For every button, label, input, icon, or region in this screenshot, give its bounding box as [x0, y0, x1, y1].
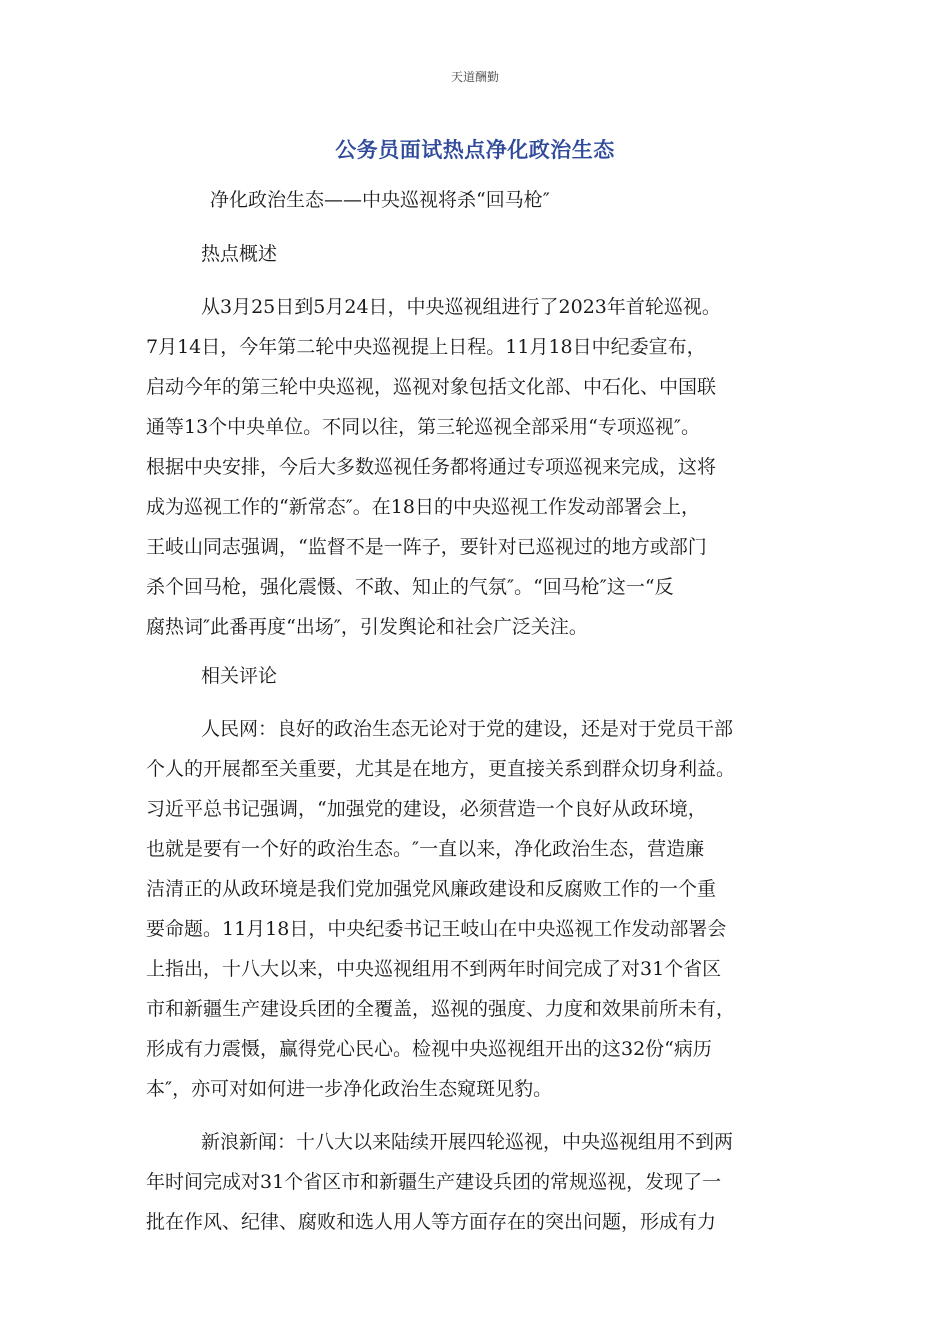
- paragraph-line: 也就是要有一个好的政治生态。″一直以来，净化政治生态，营造廉: [146, 838, 705, 860]
- overview-paragraph: [146, 287, 810, 647]
- paragraph-line: 个人的开展都至关重要，尤其是在地方，更直接关系到群众切身利益。: [146, 758, 736, 780]
- paragraph-line: 王岐山同志强调，“监督不是一阵子，要针对已巡视过的地方或部门: [146, 536, 707, 558]
- paragraph-line: 杀个回马枪，强化震慑、不敢、知止的气氛″。“回马枪″这一“反: [146, 576, 674, 598]
- paragraph-line: 批在作风、纪律、腐败和选人用人等方面存在的突出问题，形成有力: [146, 1211, 717, 1233]
- paragraph-line: 通等13个中央单位。不同以往，第三轮巡视全部采用“专项巡视″。: [146, 416, 700, 438]
- section-heading-overview: 热点概述: [201, 243, 278, 265]
- paragraph-line: 洁清正的从政环境是我们党加强党风廉政建设和反腐败工作的一个重: [146, 878, 717, 900]
- paragraph-line: 腐热词″此番再度“出场″，引发舆论和社会广泛关注。: [146, 616, 588, 638]
- paragraph-line: 习近平总书记强调，“加强党的建设，必须营造一个良好从政环境，: [146, 798, 707, 820]
- document-title: 公务员面试热点净化政治生态: [335, 138, 615, 162]
- paragraph-line: 上指出，十八大以来，中央巡视组用不到两年时间完成了对31个省区: [146, 958, 722, 980]
- comment-paragraph-sina: [146, 1122, 810, 1242]
- paragraph-line: 从3月25日到5月24日，中央巡视组进行了2023年首轮巡视。: [201, 296, 721, 318]
- paragraph-line: 本″，亦可对如何进一步净化政治生态窥斑见豹。: [146, 1078, 553, 1100]
- page-header: 天道酬勤: [450, 70, 499, 84]
- paragraph-line: 市和新疆生产建设兵团的全覆盖，巡视的强度、力度和效果前所未有，: [146, 998, 736, 1020]
- paragraph-line: 启动今年的第三轮中央巡视，巡视对象包括文化部、中石化、中国联: [146, 376, 717, 398]
- paragraph-line: 新浪新闻：十八大以来陆续开展四轮巡视，中央巡视组用不到两: [201, 1131, 734, 1153]
- paragraph-line: 7月14日，今年第二轮中央巡视提上日程。11月18日中纪委宣布，: [146, 336, 706, 358]
- section-heading-comments: 相关评论: [201, 665, 278, 687]
- paragraph-line: 根据中央安排，今后大多数巡视任务都将通过专项巡视来完成，这将: [146, 456, 717, 478]
- paragraph-line: 年时间完成对31个省区市和新疆生产建设兵团的常规巡视，发现了一: [146, 1171, 722, 1193]
- comment-paragraph-renmin: [146, 709, 810, 1109]
- paragraph-line: 成为巡视工作的“新常态″。在18日的中央巡视工作发动部署会上，: [146, 496, 700, 518]
- paragraph-line: 形成有力震慑，赢得党心民心。检视中央巡视组开出的这32份“病历: [146, 1038, 712, 1060]
- document-subtitle: 净化政治生态——中央巡视将杀“回马枪″: [210, 189, 550, 211]
- paragraph-line: 要命题。11月18日，中央纪委书记王岐山在中央巡视工作发动部署会: [146, 918, 727, 940]
- paragraph-line: 人民网：良好的政治生态无论对于党的建设，还是对于党员干部: [201, 718, 734, 740]
